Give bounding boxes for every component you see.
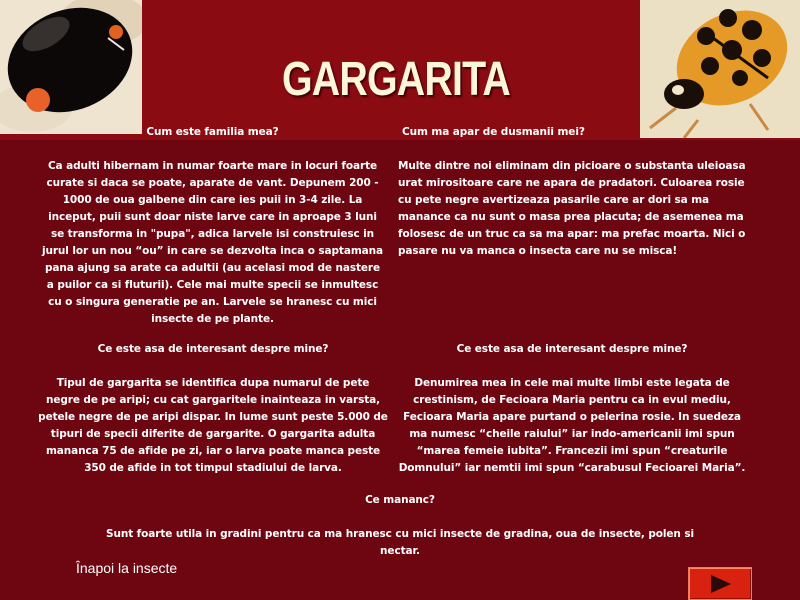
food-answer: Sunt foarte utila in gradini pentru ca ma hranesc cu mici insecte de gradina, oua de insecte, polen si nectar.: [105, 528, 694, 557]
back-to-insects-link[interactable]: Înapoi la insecte: [76, 560, 178, 576]
interesting-question-2: Ce este asa de interesant despre mine?: [456, 343, 688, 355]
interesting-section-1: [38, 341, 388, 477]
defense-answer: Multe dintre noi eliminam din picioare o substanta uleioasa urat mirositoare care ne apara de pradatori. Culoarea rosie cu pete negre avertizeaza pasarile care ar dori sa ma manance ca nu sunt o masa prea placuta; de asemenea ma folosesc de un truc ca sa ma apar: ma prefac moarta. Nici o pasare nu va manca o insecta care nu se misca!: [398, 160, 746, 257]
ladybug-photo-right: [640, 0, 800, 138]
interesting-question-1: Ce este asa de interesant despre mine?: [97, 343, 329, 355]
next-slide-button[interactable]: [688, 567, 752, 600]
ladybug-photo-left: [0, 0, 142, 134]
page-title: GARGARITA: [281, 53, 511, 106]
interesting-section-2: [398, 341, 746, 477]
family-question: Cum este familia mea?: [146, 126, 279, 138]
play-triangle-icon: [711, 575, 731, 593]
family-section: [40, 124, 385, 328]
food-question: Ce mananc?: [365, 494, 435, 506]
defense-question: Cum ma apar de dusmanii mei?: [402, 126, 585, 138]
family-answer: Ca adulti hibernam in numar foarte mare in locuri foarte curate si daca se poate, aparate de vant. Depunem 200 - 1000 de oua galbene din care ies puii in 3-4 zile. La inceput, puii sunt doar niste larve care in aproape 3 luni se transforma in "pupa", adica larvele isi construiesc in jurul lor un nou “ou” in care se dezvolta inca o saptamana pana ajung sa arate ca adultii (au acelasi mod de nastere a puilor ca si fluturii). Cele mai multe specii se inmultesc cu o singura generatie pe an. Larvele se hranesc cu mici insecte de pe plante.: [41, 160, 384, 325]
interesting-answer-2: Denumirea mea in cele mai multe limbi este legata de crestinism, de Fecioara Maria pentru ca in evul mediu, Fecioara Maria apare purtand o pelerina rosie. In suedeza ma numesc “cheile raiului” iar indo-americanii imi spun “marea femeie iubita”. Francezii imi spun “creaturile Domnului” iar nemtii imi spun “carabusul Fecioarei Maria”.: [398, 377, 746, 474]
defense-section: [398, 124, 748, 260]
food-section: [100, 492, 700, 560]
interesting-answer-1: Tipul de gargarita se identifica dupa numarul de pete negre de pe aripi; cu cat gargaritele inainteaza in varsta, petele negre de pe aripi dispar. In lume sunt peste 5.000 de tipuri de specii diferite de gargarite. O gargarita adulta mananca 75 de afide pe zi, iar o larva poate manca peste 350 de afide in tot timpul stadiului de larva.: [38, 377, 388, 474]
